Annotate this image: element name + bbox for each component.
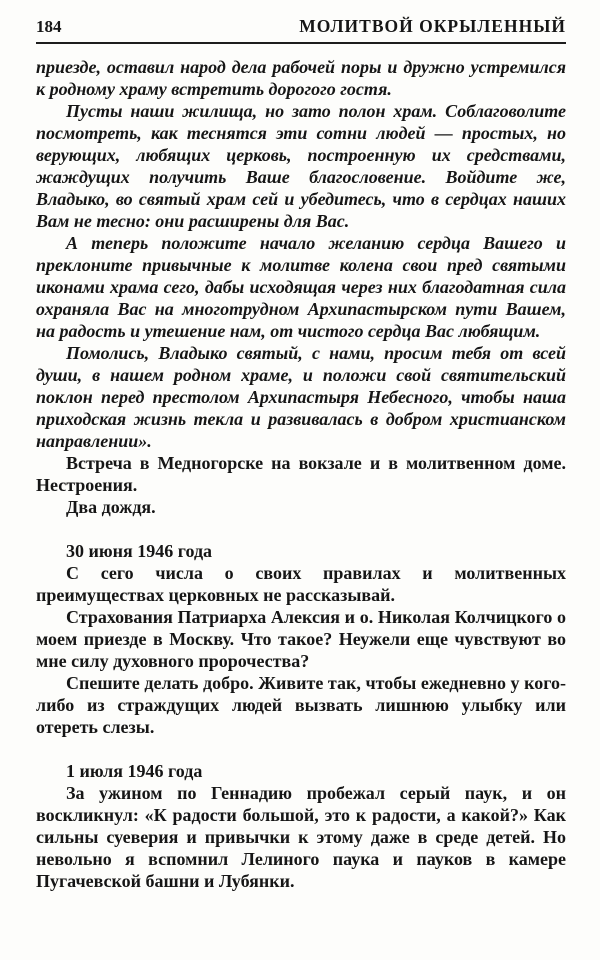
paragraph: Пусты наши жилища, но зато полон храм. Соблаговолите посмотреть, как теснятся эти сотни людей — простых, но верующих, любящих церковь, построенную их средствами, жаждущих получить Ваше благословение. Войдите же, Владыко, во святый храм сей и убедитесь, что в сердцах наших Вам не тесно: они расширены для Вас. (36, 101, 566, 231)
paragraph: приезде, оставил народ дела рабочей поры и дружно устремился к родному храму встретить дорогого гостя. (36, 57, 566, 99)
header-rule (36, 42, 566, 44)
paragraph: А теперь положите начало желанию сердца Вашего и преклоните привычные к молитве колена свои пред святыми иконами храма сего, дабы исходящая через них благодатная сила охраняла Вас на многотрудном Архипастырском пути Вашем, на радость и утешение нам, от чистого сердца Вас любящим. (36, 233, 566, 341)
paragraph: 30 июня 1946 года (66, 541, 213, 561)
page-header (36, 16, 566, 37)
paragraph: За ужином по Геннадию пробежал серый паук, и он воскликнул: «К радости большой, это к радости, а какой?» Как сильны суеверия и привычки к этому даже в среде детей. Но невольно я вспомнил Лелиного паука и пауков в камере Пугачевской башни и Лубянки. (36, 783, 566, 891)
paragraph: 1 июля 1946 года (66, 761, 203, 781)
page-number: 184 (36, 17, 62, 36)
paragraph: Встреча в Медногорске на вокзале и в молитвенном доме. Нестроения. (36, 453, 566, 495)
paragraph: Два дождя. (66, 497, 156, 517)
paragraph: Страхования Патриарха Алексия и о. Николая Колчицкого о моем приезде в Москву. Что такое? Неужели еще чувствуют во мне силу духовного пророчества? (36, 607, 566, 671)
paragraph: Помолись, Владыко святый, с нами, просим тебя от всей души, в нашем родном храме, и положи свой святительский поклон перед престолом Архипастыря Небесного, чтобы наша приходская жизнь текла и развивалась в добром христианском направлении». (36, 343, 566, 451)
running-title: МОЛИТВОЙ ОКРЫЛЕННЫЙ (299, 16, 566, 36)
paragraph: С сего числа о своих правилах и молитвенных преимуществах церковных не рассказывай. (36, 563, 566, 605)
page-body (36, 56, 566, 892)
paragraph: Спешите делать добро. Живите так, чтобы ежедневно у кого-либо из страждущих людей вызвать лишнюю улыбку или отереть слезы. (36, 673, 566, 737)
